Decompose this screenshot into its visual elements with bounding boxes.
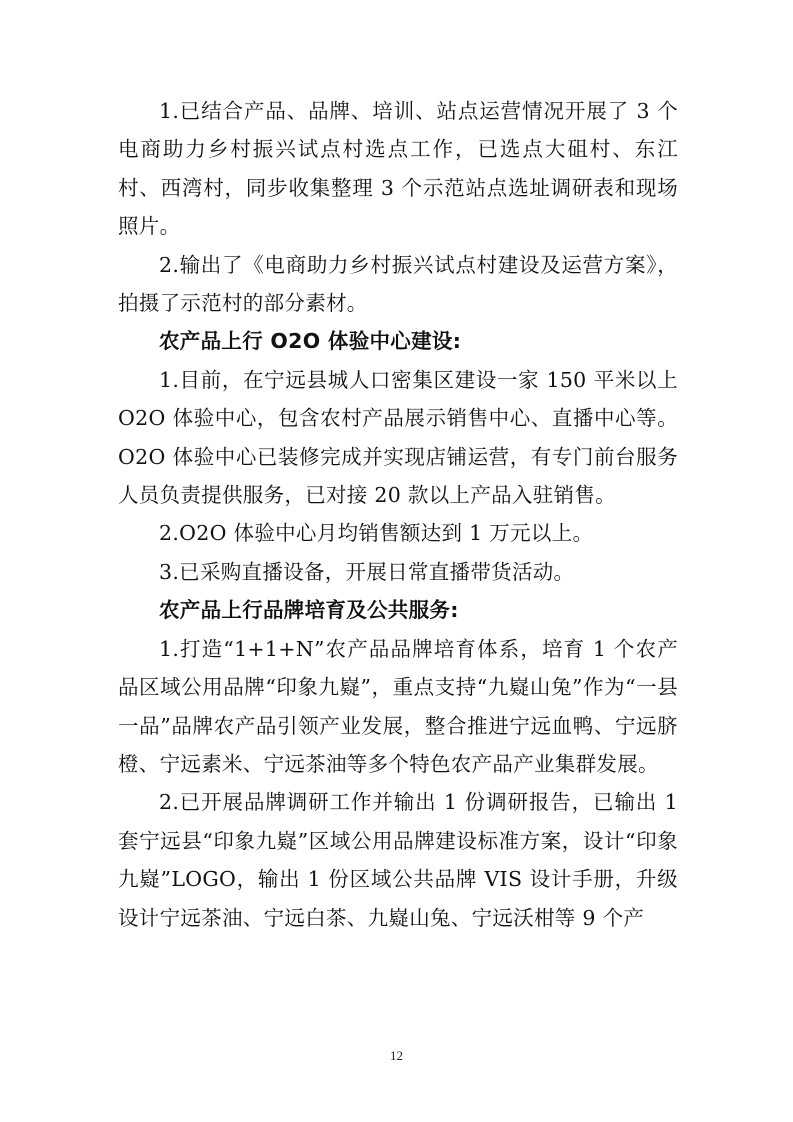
heading-o2o-center: 农产品上行 O2O 体验中心建设: xyxy=(159,329,462,354)
page-number: 12 xyxy=(390,1048,403,1063)
paragraph-o2o-2: 2.O2O 体验中心月均销售额达到 1 万元以上。 xyxy=(159,521,594,546)
paragraph-o2o-1: 1.目前，在宁远县城人口密集区建设一家 150 平米以上O2O 体验中心，包含农村产品展示销售中心、直播中心等。O2O 体验中心已装修完成并实现店铺运营，有专门前台服务人员负责提供服务，已对接 20 款以上产品入驻销售。 xyxy=(118,367,678,508)
paragraph-brand-1: 1.打造“1+1+N”农产品品牌培育体系，培育 1 个农产品区域公用品牌“印象九嶷”，重点支持“九嶷山兔”作为“一县一品”品牌农产品引领产业发展，整合推进宁远血鸭、宁远脐橙、宁远素米、宁远茶油等多个特色农产品产业集群发展。 xyxy=(118,636,678,776)
paragraph-ecommerce-1: 1.已结合产品、品牌、培训、站点运营情况开展了 3 个电商助力乡村振兴试点村选点工作，已选点大砠村、东江村、西湾村，同步收集整理 3 个示范站点选址调研表和现场照片。 xyxy=(118,99,678,239)
document-body xyxy=(118,92,678,937)
paragraph-ecommerce-2: 2.输出了《电商助力乡村振兴试点村建设及运营方案》，拍摄了示范村的部分素材。 xyxy=(118,252,678,316)
paragraph-o2o-3: 3.已采购直播设备，开展日常直播带货活动。 xyxy=(159,559,575,584)
paragraph-brand-2: 2.已开展品牌调研工作并输出 1 份调研报告，已输出 1 套宁远县“印象九嶷”区域公用品牌建设标准方案，设计“印象九嶷”LOGO，输出 1 份区域公共品牌 VIS 设计手册，升级设计宁远茶油、宁远白茶、九嶷山兔、宁远沃柑等 9 个产 xyxy=(118,790,678,930)
heading-brand-cultivation: 农产品上行品牌培育及公共服务: xyxy=(159,598,459,623)
